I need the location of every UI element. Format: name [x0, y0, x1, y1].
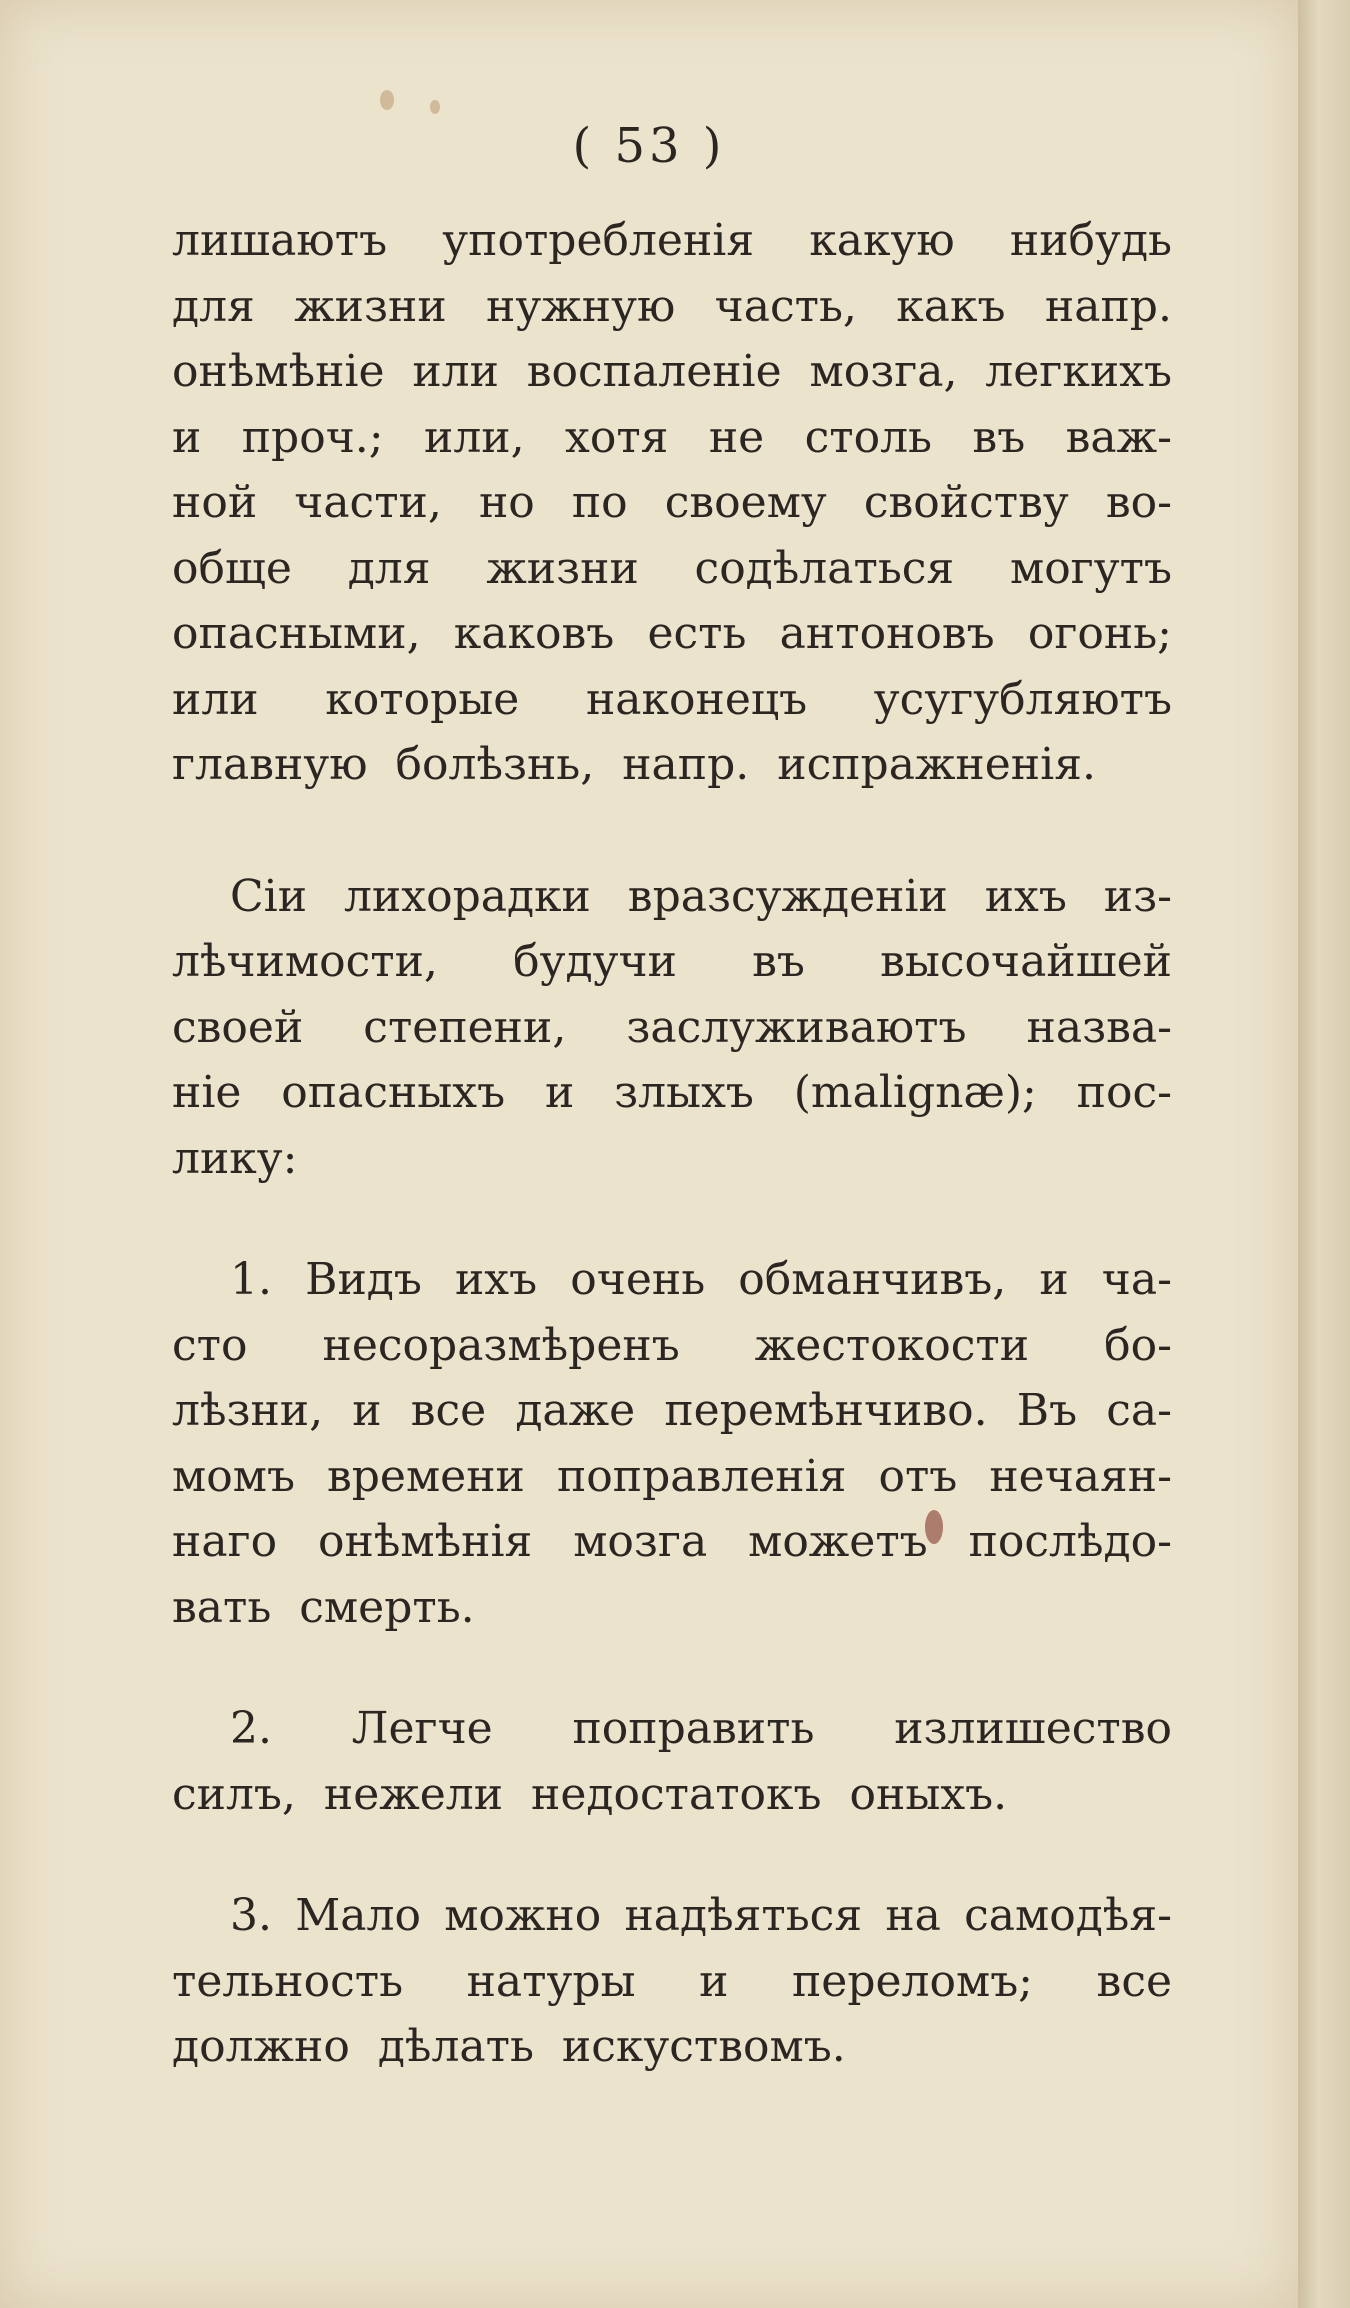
text-line: сто несоразмѣренъ жестокости бо-	[172, 1319, 1172, 1371]
ink-blot	[430, 100, 440, 114]
text-line: лишаютъ употребленія какую нибудь	[172, 215, 1172, 266]
text-line: Сіи лихорадки вразсужденіи ихъ из-	[230, 870, 1172, 922]
text-line: обще для жизни содѣлаться могутъ	[172, 542, 1172, 594]
text-line: наго онѣмѣнія мозга можетъ послѣдо-	[172, 1516, 1172, 1567]
text-line: лику:	[172, 1132, 298, 1184]
text-line: 1. Видъ ихъ очень обманчивъ, и ча-	[230, 1254, 1172, 1305]
body-text	[172, 208, 1172, 2080]
text-line: онѣмѣніе или воспаленіе мозга, легкихъ	[172, 346, 1172, 397]
text-line: для жизни нужную часть, какъ напр.	[172, 280, 1172, 332]
ink-blot	[380, 90, 394, 110]
text-line: момъ времени поправленія отъ нечаян-	[172, 1450, 1172, 1502]
text-line: силъ, нежели недостатокъ оныхъ.	[172, 1768, 1008, 1820]
text-line: лѣчимости, будучи въ высочайшей	[172, 936, 1172, 987]
text-line: должно дѣлать искуствомъ.	[172, 2021, 846, 2072]
text-line: своей степени, заслуживаютъ назва-	[172, 1001, 1172, 1053]
text-line: опасными, каковъ есть антоновъ огонь;	[172, 608, 1172, 659]
paragraph-4	[172, 1696, 1172, 1827]
paragraph-2	[172, 864, 1172, 1192]
text-line: лѣзни, и все даже перемѣнчиво. Въ са-	[172, 1385, 1172, 1436]
text-line: вать смерть.	[172, 1581, 475, 1633]
text-line: 2. Легче поправить излишество	[230, 1703, 1172, 1754]
page-edge	[1298, 0, 1350, 2308]
text-line: ной части, но по своему свойству во-	[172, 477, 1172, 528]
text-line: ніе опасныхъ и злыхъ (malignæ); пос-	[172, 1067, 1172, 1118]
paragraph-1	[172, 208, 1172, 798]
text-line: главную болѣзнь, напр. испражненія.	[172, 739, 1096, 790]
paragraph-5	[172, 1883, 1172, 2080]
text-line: или которые наконецъ усугубляютъ	[172, 673, 1172, 725]
text-line: тельность натуры и переломъ; все	[172, 1955, 1172, 2007]
text-line: и проч.; или, хотя не столь въ важ-	[172, 411, 1172, 463]
paragraph-3	[172, 1247, 1172, 1640]
page-number: ( 53 )	[572, 118, 726, 174]
text-line: 3. Мало можно надѣяться на самодѣя-	[230, 1890, 1172, 1941]
